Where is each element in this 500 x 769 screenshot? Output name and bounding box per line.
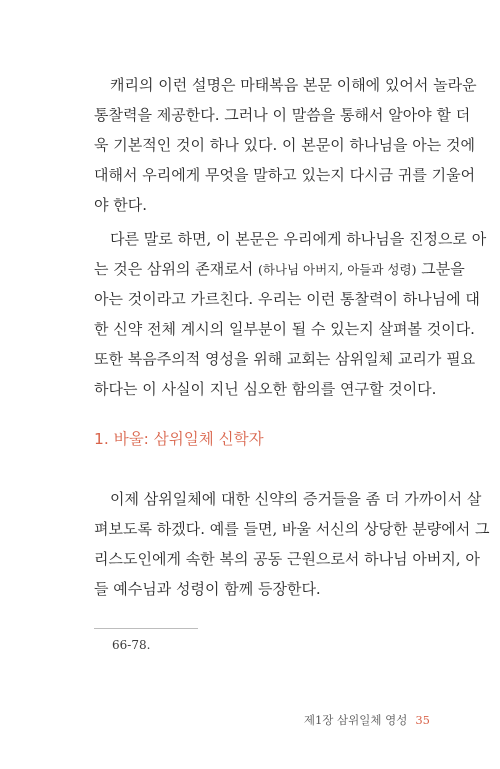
paragraph-line: 하다는 이 사실이 지닌 심오한 함의를 연구할 것이다. (94, 380, 437, 398)
paragraph-2 (94, 224, 487, 404)
paragraph-line: 야 한다. (94, 196, 148, 214)
paragraph-line: 이제 삼위일체에 대한 신약의 증거들을 좀 더 가까이서 살 (110, 490, 482, 508)
page-footer (304, 711, 430, 729)
paragraph-line (94, 254, 465, 284)
paragraph-line: 욱 기본적인 것이 하나 있다. 이 본문이 하나님을 아는 것에 (94, 136, 475, 154)
paragraph-line: 또한 복음주의적 영성을 위해 교회는 삼위일체 교리가 필요 (94, 350, 476, 368)
footnote: 66-78. (112, 638, 151, 652)
paragraph-line: 펴보도록 하겠다. 예를 들면, 바울 서신의 상당한 분량에서 그 (94, 520, 490, 538)
footnote-divider (94, 628, 198, 629)
line-text: 는 것은 삼위의 존재로서 (94, 260, 258, 278)
paragraph-line: 들 예수님과 성령이 함께 등장한다. (94, 580, 321, 598)
paragraph-line: 캐리의 이런 설명은 마태복음 본문 이해에 있어서 놀라운 (110, 76, 477, 94)
section-heading: 1. 바울: 삼위일체 신학자 (94, 430, 264, 448)
paragraph-1 (94, 70, 477, 220)
paragraph-line: 통찰력을 제공한다. 그러나 이 말씀을 통해서 알아야 할 더 (94, 106, 471, 124)
line-text: 그분을 (416, 260, 465, 278)
paragraph-3 (94, 484, 490, 604)
paragraph-line: 다른 말로 하면, 이 본문은 우리에게 하나님을 진정으로 아 (110, 230, 487, 248)
running-title: 제1장 삼위일체 영성 (303, 713, 408, 727)
paragraph-line: 아는 것이라고 가르친다. 우리는 이런 통찰력이 하나님에 대 (94, 290, 480, 308)
paragraph-line: 대해서 우리에게 무엇을 말하고 있는지 다시금 귀를 기울어 (94, 166, 476, 184)
page-number: 35 (415, 713, 430, 727)
paragraph-line: 한 신약 전체 계시의 일부분이 될 수 있는지 살펴볼 것이다. (94, 320, 475, 338)
parenthetical-note: (하나님 아버지, 아들과 성령) (257, 262, 417, 277)
paragraph-line: 리스도인에게 속한 복의 공동 근원으로서 하나님 아버지, 아 (94, 550, 480, 568)
